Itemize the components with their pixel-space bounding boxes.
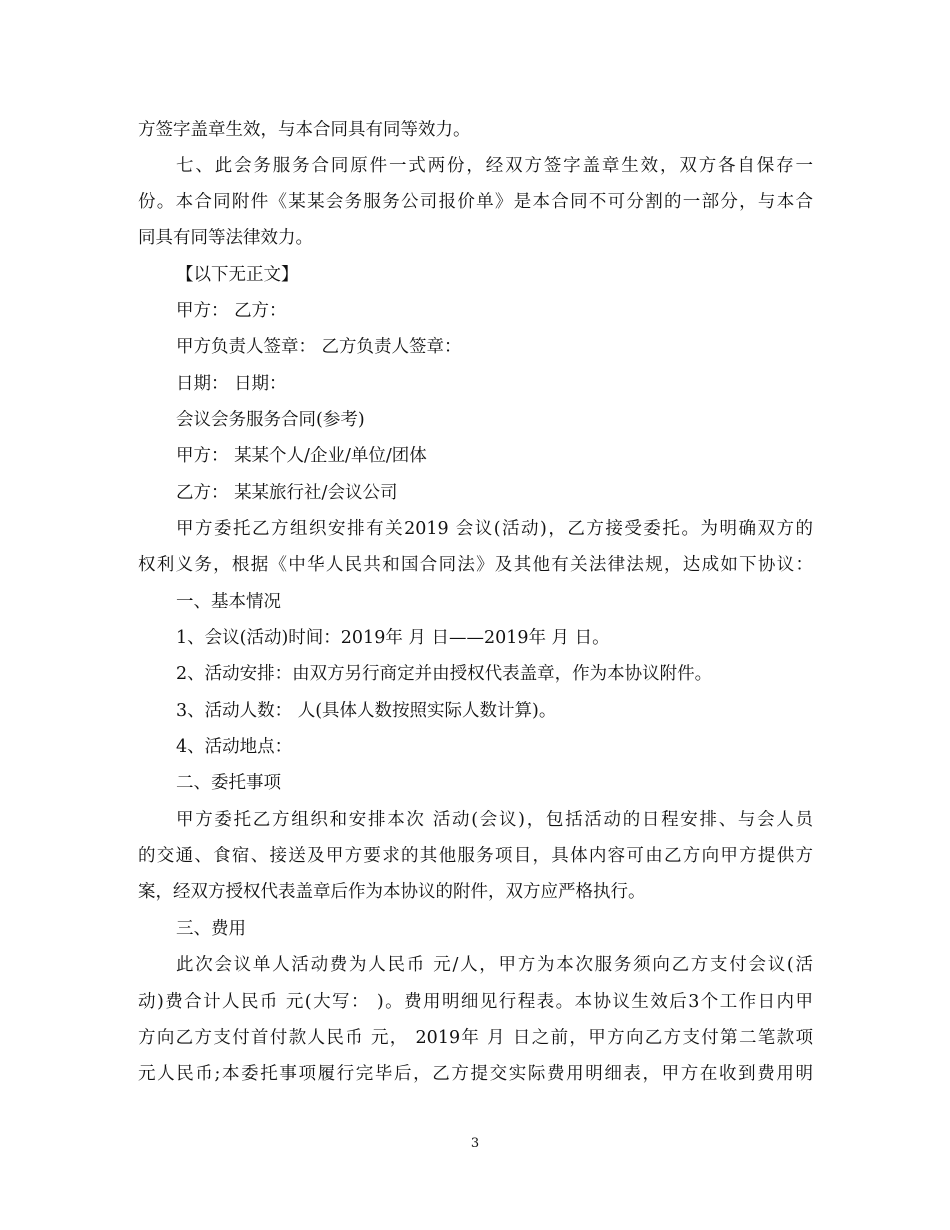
text-line: 此次会议单人活动费为人民币 元/人，甲方为本次服务须向乙方支付会议(活	[176, 955, 813, 975]
text-line: 甲方： 某某个人/企业/单位/团体	[176, 446, 427, 466]
text-line: 甲方委托乙方组织和安排本次 活动(会议)，包括活动的日程安排、与会人员	[176, 810, 813, 830]
text-line: 乙方： 某某旅行社/会议公司	[176, 483, 398, 503]
text-line: 案，经双方授权代表盖章后作为本协议的附件，双方应严格执行。	[138, 882, 646, 902]
text-line: 3、活动人数： 人(具体人数按照实际人数计算)。	[176, 701, 557, 721]
section-heading: 二、委托事项	[176, 773, 281, 793]
text-line: 日期： 日期：	[176, 374, 287, 394]
contract-title: 会议会务服务合同(参考)	[176, 410, 365, 430]
text-line: 同具有同等法律效力。	[138, 228, 313, 248]
text-line: 1、会议(活动)时间：2019年 月 日——2019年 月 日。	[176, 628, 610, 648]
page-number: 3	[470, 1136, 480, 1151]
text-line: 份。本合同附件《某某会务服务公司报价单》是本合同不可分割的一部分，与本合	[138, 192, 813, 212]
text-line: 甲方： 乙方：	[176, 301, 287, 321]
text-line: 2、活动安排：由双方另行商定并由授权代表盖章，作为本协议附件。	[176, 664, 713, 684]
text-line: 【以下无正文】	[176, 265, 299, 285]
section-heading: 一、基本情况	[176, 592, 281, 612]
text-line: 权利义务，根据《中华人民共和国合同法》及其他有关法律法规，达成如下协议：	[138, 555, 813, 575]
text-line: 动)费合计人民币 元(大写： )。费用明细见行程表。本协议生效后3个工作日内甲	[138, 992, 813, 1012]
text-line: 的交通、食宿、接送及甲方要求的其他服务项目，具体内容可由乙方向甲方提供方	[138, 846, 813, 866]
text-line: 方向乙方支付首付款人民币 元， 2019年 月 日之前，甲方向乙方支付第二笔款项	[138, 1028, 813, 1048]
text-line: 4、活动地点：	[176, 737, 293, 757]
text-line: 方签字盖章生效，与本合同具有同等效力。	[138, 120, 471, 140]
text-line: 甲方负责人签章： 乙方负责人签章：	[176, 337, 462, 357]
section-heading: 三、费用	[176, 919, 246, 939]
text-line: 元人民币;本委托事项履行完毕后，乙方提交实际费用明细表，甲方在收到费用明	[138, 1064, 813, 1084]
text-line: 七、此会务服务合同原件一式两份，经双方签字盖章生效，双方各自保存一	[176, 156, 813, 176]
text-line: 甲方委托乙方组织安排有关2019 会议(活动)，乙方接受委托。为明确双方的	[176, 519, 813, 539]
